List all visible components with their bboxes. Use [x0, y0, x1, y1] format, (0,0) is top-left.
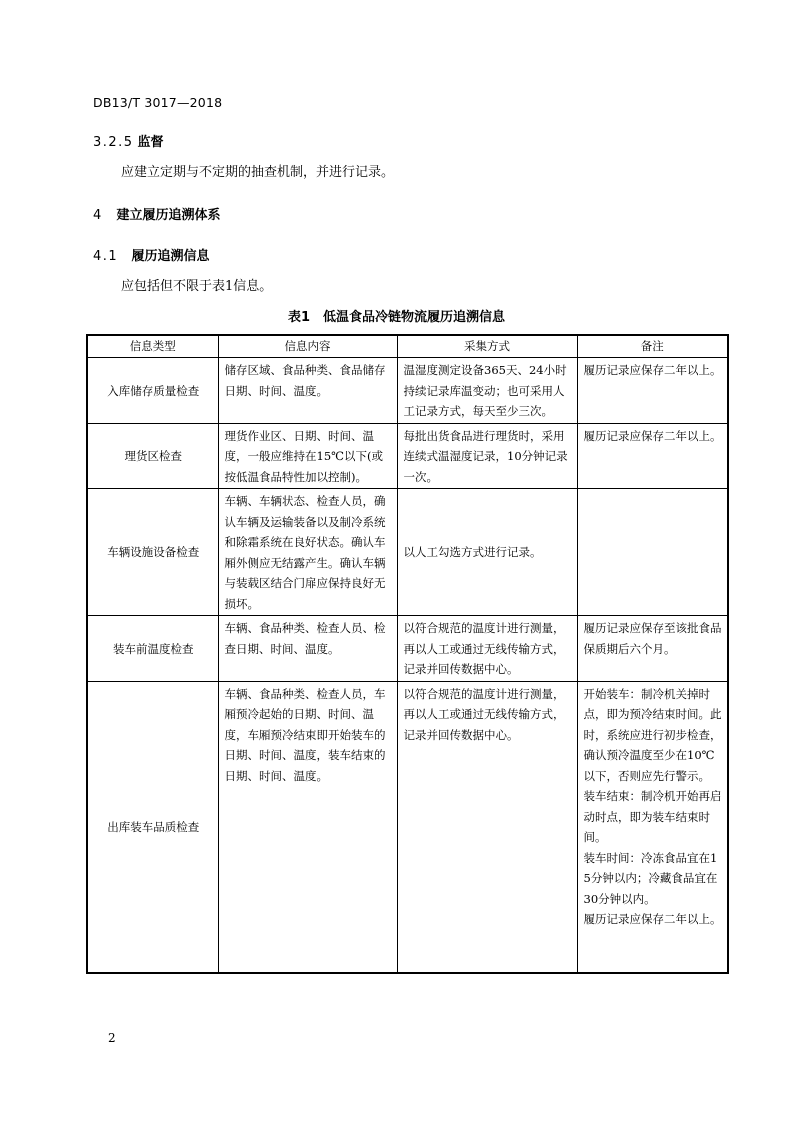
- cell-notes: [577, 423, 728, 489]
- cell-method: 温湿度测定设备365天、24小时持续记录库温变动；也可采用人工记录方式，每天至少三次。: [397, 358, 577, 424]
- note-line: 履历记录应保存二年以上。: [583, 912, 722, 926]
- cell-type: 车辆设施设备检查: [87, 489, 218, 616]
- cell-type: 装车前温度检查: [87, 616, 218, 682]
- cell-content: 储存区域、食品种类、食品储存日期、时间、温度。: [218, 358, 397, 424]
- cell-method: 以人工勾选方式进行记录。: [397, 489, 577, 616]
- column-header-method: 采集方式: [397, 335, 577, 358]
- note-line: 装车时间：冷冻食品宜在15分钟以内；冷藏食品宜在30分钟以内。: [583, 850, 718, 906]
- cell-type: 出库装车品质检查: [87, 681, 218, 973]
- column-header-type: 信息类型: [87, 335, 218, 358]
- traceability-table: [86, 334, 729, 974]
- note-line: 履历记录应保存二年以上。: [583, 428, 722, 443]
- cell-content: 理货作业区、日期、时间、温度，一般应维持在15℃以下(或按低温食品特性加以控制)。: [218, 423, 397, 489]
- page-number: 2: [108, 1031, 116, 1045]
- cell-notes: [577, 489, 728, 616]
- cell-notes: [577, 616, 728, 682]
- section-3-2-5-heading: [93, 131, 164, 150]
- table-caption: 表1 低温食品冷链物流履历追溯信息: [287, 310, 506, 325]
- section-number: 4: [93, 208, 103, 223]
- section-4-1-body: 应包括但不限于表1信息。: [121, 279, 273, 294]
- cell-content: 车辆、食品种类、检查人员，车厢预冷起始的日期、时间、温度，车厢预冷结束即开始装车的日期、时间、温度，装车结束的日期、时间、温度。: [218, 681, 397, 973]
- note-line: 装车结束：制冷机开始再启动时点，即为装车结束时间。: [583, 789, 722, 844]
- cell-content: 车辆、食品种类、检查人员、检查日期、时间、温度。: [218, 616, 397, 682]
- column-header-notes: 备注: [577, 335, 728, 358]
- table-row: [87, 423, 728, 489]
- table-row: [87, 616, 728, 682]
- cell-method: 以符合规范的温度计进行测量，再以人工或通过无线传输方式，记录并回传数据中心。: [397, 681, 577, 973]
- cell-notes: [577, 358, 728, 424]
- column-header-content: 信息内容: [218, 335, 397, 358]
- table-header-row: [87, 335, 728, 358]
- cell-type: 理货区检查: [87, 423, 218, 489]
- table-row: [87, 681, 728, 973]
- table-row: [87, 358, 728, 424]
- cell-method: 每批出货食品进行理货时，采用连续式温湿度记录，10分钟记录一次。: [397, 423, 577, 489]
- cell-type: 入库储存质量检查: [87, 358, 218, 424]
- section-title: 履历追溯信息: [131, 249, 210, 264]
- section-title: 监督: [137, 135, 164, 150]
- table-row: [87, 489, 728, 616]
- cell-method: 以符合规范的温度计进行测量，再以人工或通过无线传输方式，记录并回传数据中心。: [397, 616, 577, 682]
- section-title: 建立履历追溯体系: [116, 208, 221, 223]
- note-line: 开始装车：制冷机关掉时点，即为预冷结束时间。此时，系统应进行初步检查，确认预冷温度至少在10℃以下，否则应先行警示。: [583, 686, 722, 783]
- document-id: DB13/T 3017—2018: [93, 95, 223, 110]
- section-3-2-5-body: 应建立定期与不定期的抽查机制，并进行记录。: [121, 165, 395, 180]
- cell-notes: [577, 681, 728, 973]
- section-number: 3.2.5: [93, 135, 134, 150]
- section-4-heading: [93, 204, 221, 223]
- section-number: 4.1: [93, 249, 119, 264]
- section-4-1-heading: [93, 245, 210, 264]
- cell-content: 车辆、车辆状态、检查人员，确认车辆及运输装备以及制冷系统和除霜系统在良好状态。确认车厢外侧应无结露产生。确认车辆与装载区结合门扉应保持良好无损坏。: [218, 489, 397, 616]
- note-line: 履历记录应保存二年以上。: [583, 363, 722, 377]
- note-line: 履历记录应保存至该批食品保质期后六个月。: [583, 621, 722, 656]
